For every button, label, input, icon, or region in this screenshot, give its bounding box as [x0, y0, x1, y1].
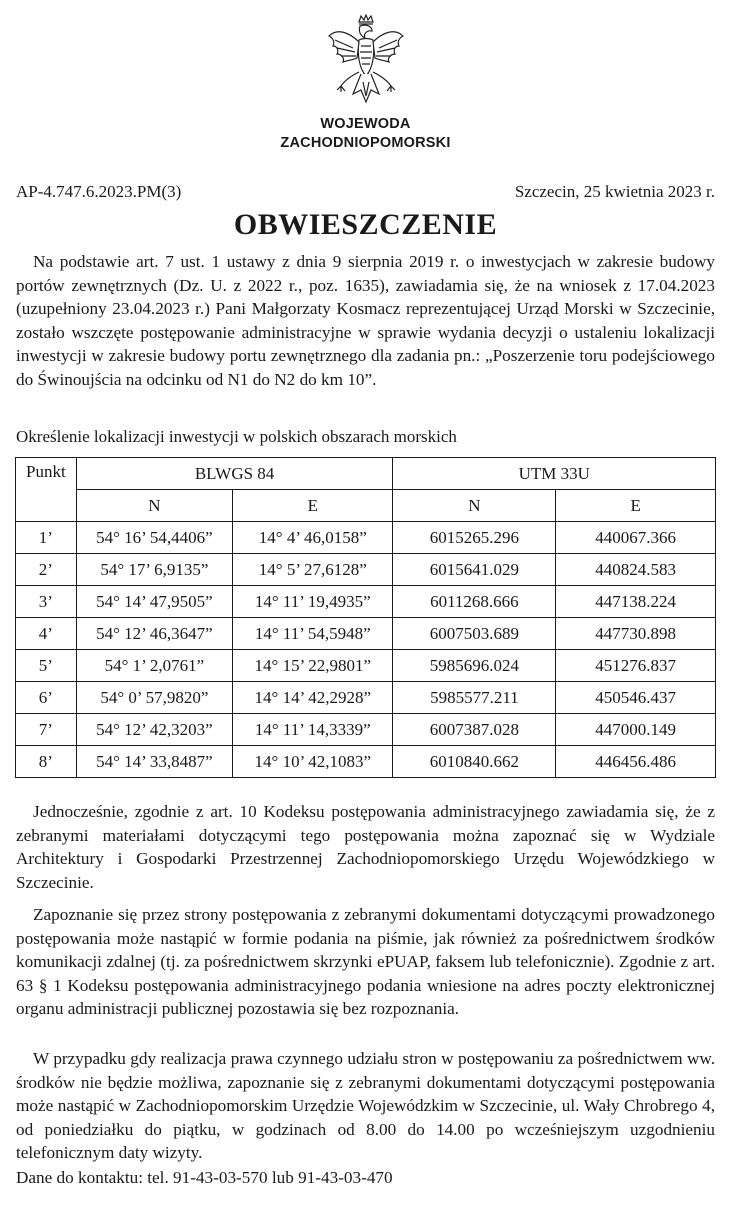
- cell-punkt: 1’: [16, 522, 77, 554]
- cell-blwgs-n: 54° 14’ 33,8487”: [76, 746, 232, 778]
- cell-blwgs-n: 54° 1’ 2,0761”: [76, 650, 232, 682]
- cell-utm-n: 5985577.211: [393, 682, 556, 714]
- cell-punkt: 7’: [16, 714, 77, 746]
- table-row: [16, 586, 716, 618]
- table-row: [16, 714, 716, 746]
- cell-utm-e: 440824.583: [556, 554, 716, 586]
- authority-name-line1: WOJEWODA: [320, 116, 411, 132]
- paragraph-remote-access: Zapoznanie się przez strony postępowania z zebranymi dokumentami dotyczącymi prowadzonego postępowania może nastąpić w formie podania na piśmie, jak również za pośrednictwem środków komunikacji zdalnej (tj. za pośrednictwem skrzynki ePUAP, faksem lub telefonicznie). Zgodnie z art. 63 § 1 Kodeksu postępowania administracyjnego podania wniesione na adres poczty elektronicznej organu administracji publicznej pozostawia się bez rozpoznania.: [16, 905, 715, 1018]
- cell-utm-n: 6011268.666: [393, 586, 556, 618]
- cell-blwgs-e: 14° 11’ 54,5948”: [233, 618, 393, 650]
- polish-eagle-emblem-icon: [323, 14, 409, 114]
- cell-utm-n: 6007503.689: [393, 618, 556, 650]
- cell-blwgs-n: 54° 12’ 46,3647”: [76, 618, 232, 650]
- cell-utm-e: 447138.224: [556, 586, 716, 618]
- paragraph-in-person-access: W przypadku gdy realizacja prawa czynnego udziału stron w postępowaniu za pośrednictwem ww. środków nie będzie możliwa, zapoznanie się z zebranymi dokumentami dotyczącymi postępowania może nastąpić w Zachodniopomorskim Urzędzie Wojewódzkim w Szczecinie, ul. Wały Chrobrego 4, od poniedziałku do piątku, w godzinach od 8.00 do 14.00 po wcześniejszym uzgodnieniu telefonicznym daty wizyty.: [16, 1049, 715, 1162]
- cell-blwgs-n: 54° 12’ 42,3203”: [76, 714, 232, 746]
- cell-blwgs-e: 14° 14’ 42,2928”: [233, 682, 393, 714]
- cell-blwgs-n: 54° 17’ 6,9135”: [76, 554, 232, 586]
- paragraph-intro: Na podstawie art. 7 ust. 1 ustawy z dnia 9 sierpnia 2019 r. o inwestycjach w zakresie budowy portów zewnętrznych (Dz. U. z 2022 r., poz. 1635), zawiadamia się, że na wniosek z 17.04.2023 (uzupełniony 23.04.2023 r.) Pani Małgorzaty Kosmacz reprezentującej Urząd Morski w Szczecinie, zostało wszczęte postępowanie administracyjne w sprawie wydania decyzji o ustaleniu lokalizacji inwestycji w zakresie budowy portu zewnętrznego dla zadania pn.: „Poszerzenie toru podejściowego do Świnoujścia na odcinku od N1 do N2 do km 10”.: [16, 252, 715, 389]
- header-blwgs84: BLWGS 84: [76, 458, 393, 490]
- paragraph-notice-materials: Jednocześnie, zgodnie z art. 10 Kodeksu postępowania administracyjnego zawiadamia się, że z zebranymi materiałami dotyczącymi tego postępowania można zapoznać się w Wydziale Architektury i Gospodarki Przestrzennej Zachodniopomorskiego Urzędu Wojewódzkiego w Szczecinie.: [16, 802, 715, 892]
- authority-name-line2: ZACHODNIOPOMORSKI: [280, 135, 451, 151]
- table-row: [16, 554, 716, 586]
- cell-utm-n: 5985696.024: [393, 650, 556, 682]
- cell-utm-e: 440067.366: [556, 522, 716, 554]
- cell-blwgs-e: 14° 10’ 42,1083”: [233, 746, 393, 778]
- header-punkt: Punkt: [16, 458, 77, 522]
- cell-punkt: 4’: [16, 618, 77, 650]
- table-row: [16, 618, 716, 650]
- cell-blwgs-e: 14° 15’ 22,9801”: [233, 650, 393, 682]
- table-row: [16, 522, 716, 554]
- cell-utm-n: 6010840.662: [393, 746, 556, 778]
- cell-utm-e: 446456.486: [556, 746, 716, 778]
- cell-blwgs-n: 54° 16’ 54,4406”: [76, 522, 232, 554]
- cell-utm-e: 447730.898: [556, 618, 716, 650]
- cell-punkt: 5’: [16, 650, 77, 682]
- cell-blwgs-e: 14° 5’ 27,6128”: [233, 554, 393, 586]
- contact-info: Dane do kontaktu: tel. 91-43-03-570 lub 91-43-03-470: [16, 1168, 393, 1187]
- cell-punkt: 2’: [16, 554, 77, 586]
- table-row: [16, 682, 716, 714]
- cell-blwgs-e: 14° 11’ 14,3339”: [233, 714, 393, 746]
- header-blwgs-e: E: [233, 490, 393, 522]
- table-row: [16, 746, 716, 778]
- cell-blwgs-n: 54° 0’ 57,9820”: [76, 682, 232, 714]
- cell-utm-n: 6015265.296: [393, 522, 556, 554]
- cell-utm-e: 451276.837: [556, 650, 716, 682]
- cell-punkt: 6’: [16, 682, 77, 714]
- cell-utm-n: 6015641.029: [393, 554, 556, 586]
- cell-blwgs-n: 54° 14’ 47,9505”: [76, 586, 232, 618]
- document-title: OBWIESZCZENIE: [233, 208, 498, 241]
- header-utm33u: UTM 33U: [393, 458, 716, 490]
- cell-punkt: 3’: [16, 586, 77, 618]
- cell-punkt: 8’: [16, 746, 77, 778]
- table-row: [16, 650, 716, 682]
- header-blwgs-n: N: [76, 490, 232, 522]
- cell-blwgs-e: 14° 4’ 46,0158”: [233, 522, 393, 554]
- header-utm-e: E: [556, 490, 716, 522]
- cell-utm-e: 447000.149: [556, 714, 716, 746]
- cell-utm-e: 450546.437: [556, 682, 716, 714]
- reference-number: AP-4.747.6.2023.PM(3): [16, 182, 182, 201]
- table-caption: Określenie lokalizacji inwestycji w polskich obszarach morskich: [16, 427, 457, 446]
- cell-utm-n: 6007387.028: [393, 714, 556, 746]
- coordinates-table: [15, 457, 716, 778]
- place-and-date: Szczecin, 25 kwietnia 2023 r.: [514, 182, 715, 201]
- header-utm-n: N: [393, 490, 556, 522]
- cell-blwgs-e: 14° 11’ 19,4935”: [233, 586, 393, 618]
